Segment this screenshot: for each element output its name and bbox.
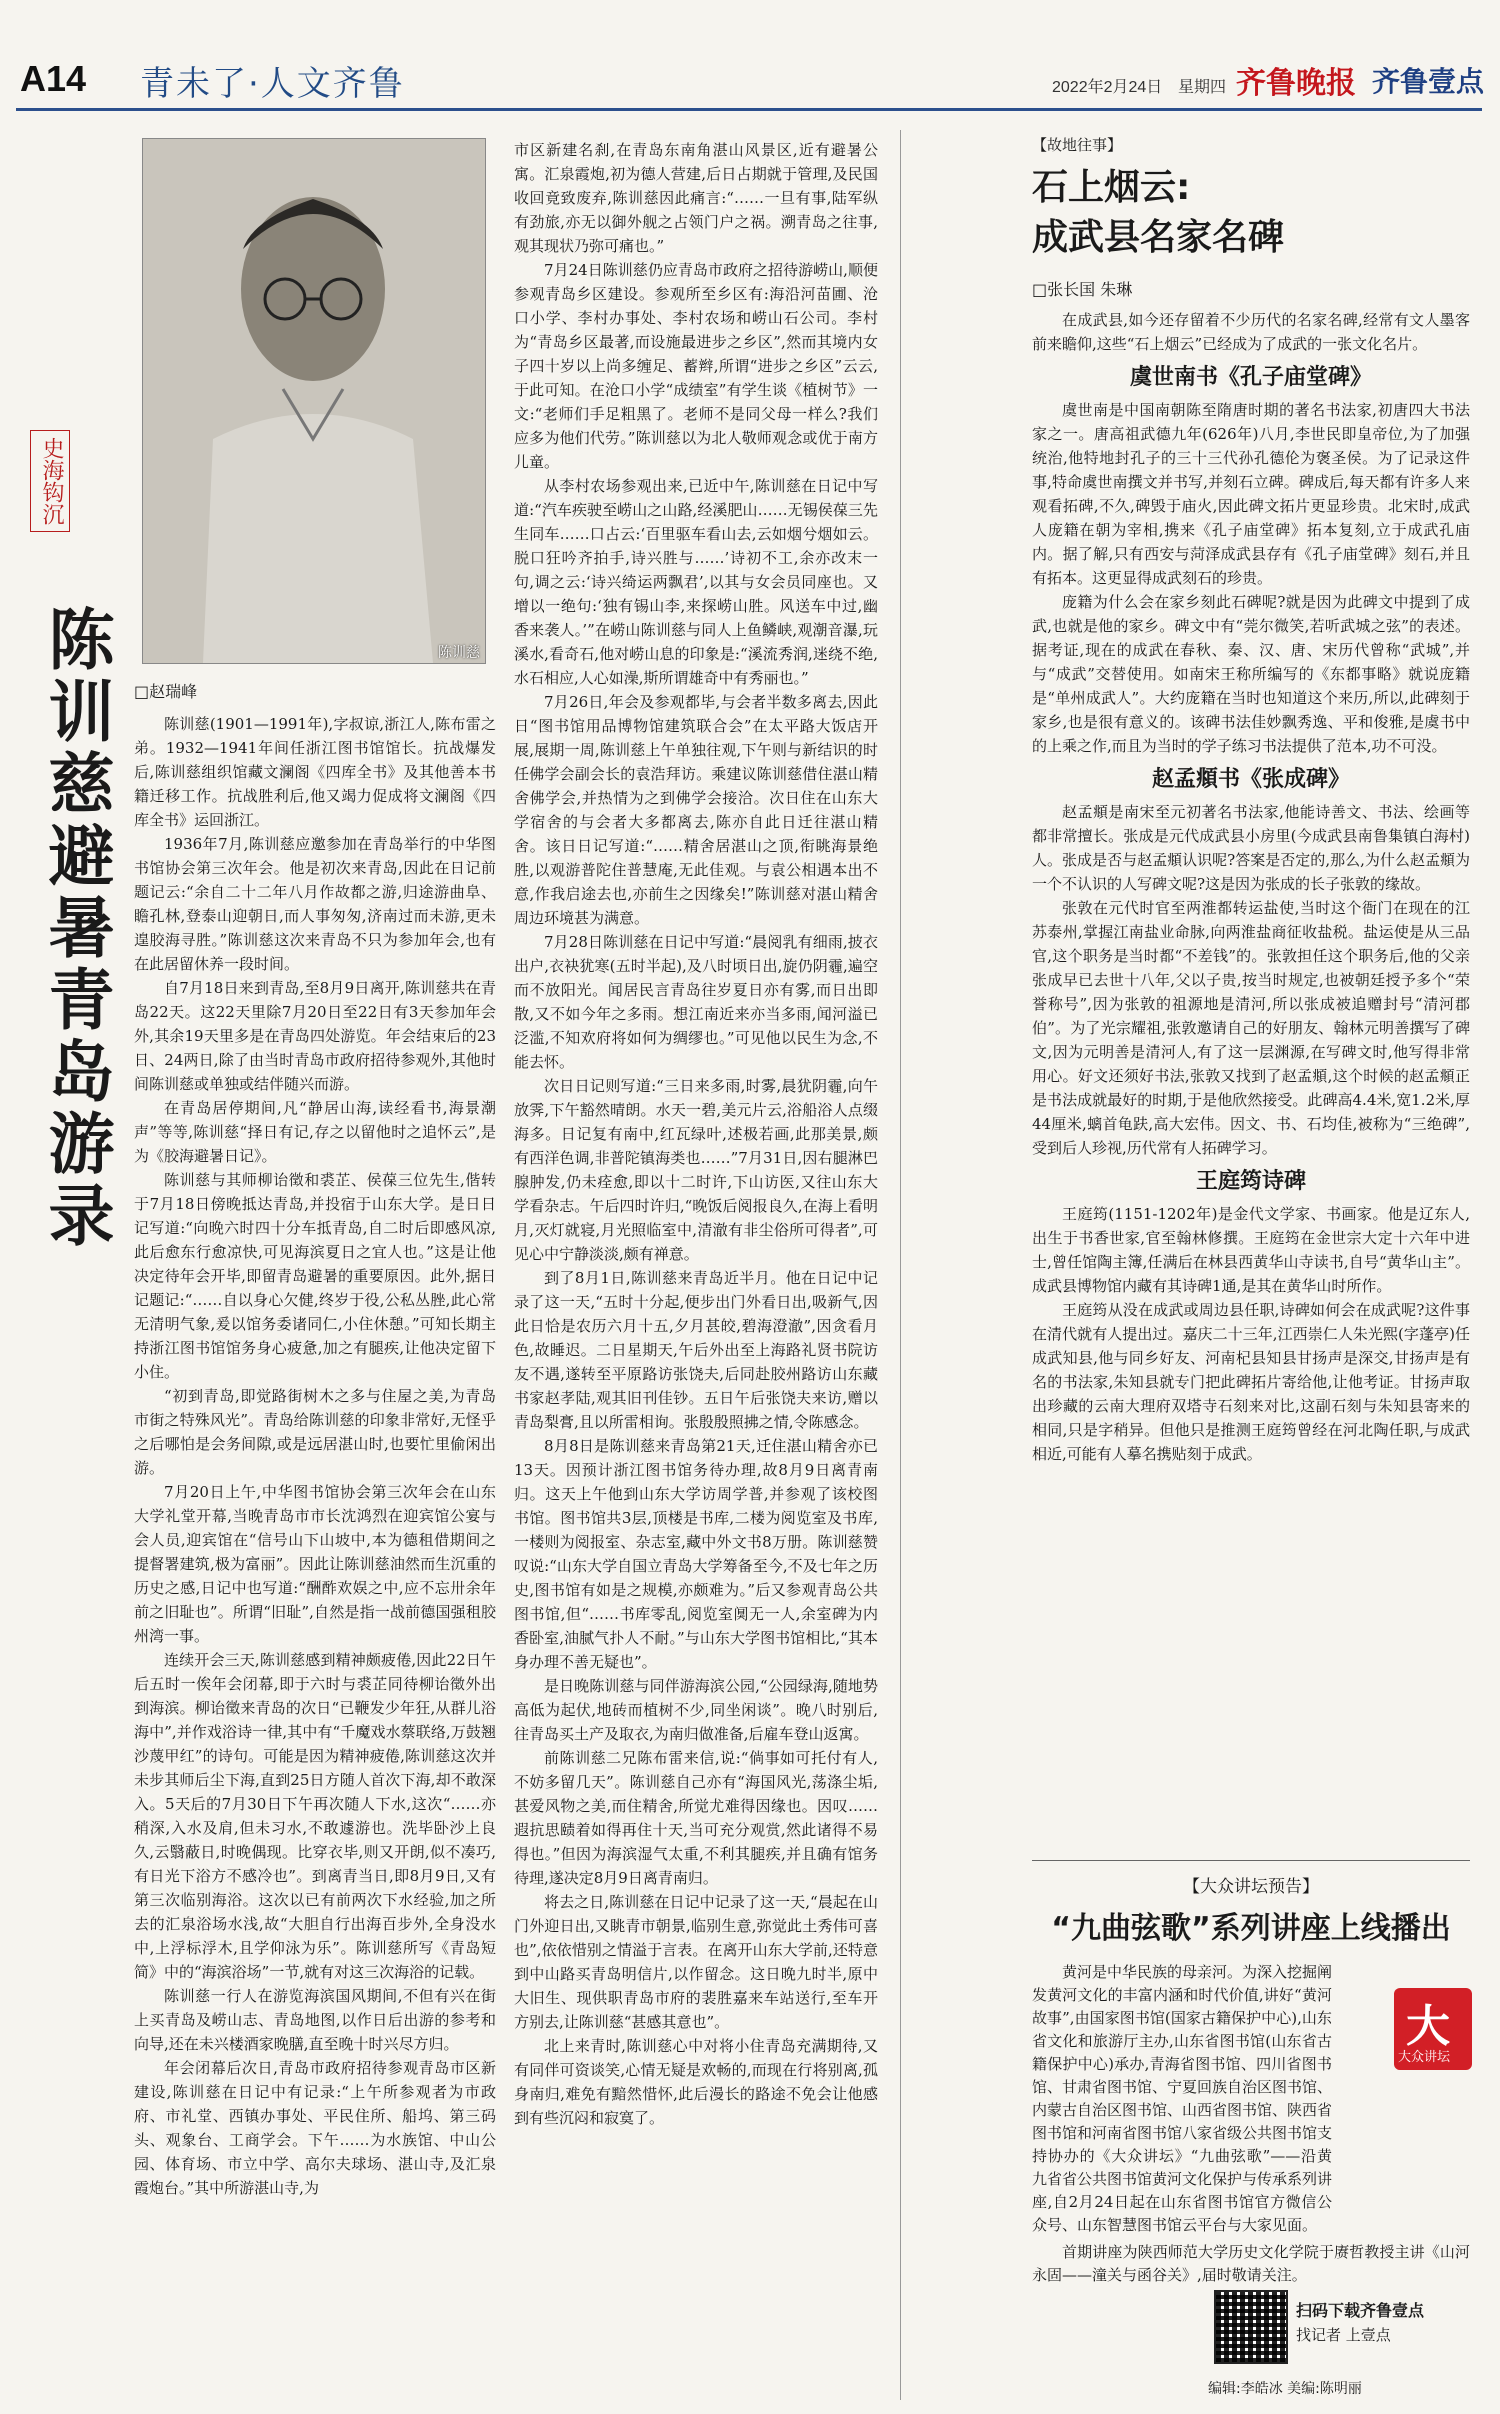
page-number: A14 <box>20 58 87 99</box>
paragraph: “初到青岛,即觉路街树木之多与住屋之美,为青岛市街之特殊风光”。青岛给陈训慈的印象非常好,无怪乎之后哪怕是会务间隙,或是远居湛山时,也要忙里偷闲出游。 <box>134 1387 496 1477</box>
article-2-body <box>1032 308 1470 1466</box>
article-byline: □赵瑞峰 <box>134 682 198 701</box>
paragraph: 陈训慈一行人在游览海滨国风期间,不但有兴在街上买青岛及崂山志、青岛地图,以作日后出游的参考和向导,还在未兴楼酒家晚膳,直至晚十时兴尽方归。 <box>134 1987 496 2053</box>
paragraph: 首期讲座为陕西师范大学历史文化学院于赓哲教授主讲《山河永固——潼关与函谷关》,届时敬请关注。 <box>1032 2243 1470 2284</box>
paragraph: 连续开会三天,陈训慈感到精神颇疲倦,因此22日午后五时一俟年会闭幕,即于六时与裘芷同待柳诒徵外出到海滨。柳诒徵来青岛的次日“已鞭发少年狂,从群儿浴海中”,并作戏浴诗一律,其中有“千魔戏水蔡联络,万鼓翘沙蔑甲红”的诗句。可能是因为精神疲倦,陈训慈这次并未步其师后尘下海,直到25日方随人首次下海,却不敢深入。5天后的7月30日下午再次随人下水,这次“……亦稍深,入水及肩,但未习水,不敢遽游也。洗毕卧沙上良久,云翳蔽日,时晚偶现。比穿衣毕,则又开朗,似不凑巧,有日光下浴方不感冷也”。到离青当日,即8月9日,又有第三次临别海浴。这次以已有前两次下水经验,加之所去的汇泉浴场水浅,故“大胆自行出海百步外,全身没水中,上浮标浮木,且学仰泳为乐”。陈训慈所写《青岛短简》中的“海滨浴场”一节,就有对这三次海浴的记载。 <box>134 1651 496 1981</box>
paragraph: 8月8日是陈训慈来青岛第21天,迁住湛山精舍亦已13天。因预计浙江图书馆务待办理,故8月9日离青南归。这天上午他到山东大学访周学普,并参观了该校图书馆。图书馆共3层,顶楼是书库,二楼为阅览室及书库,一楼则为阅报室、杂志室,藏中外文书8万册。陈训慈赞叹说:“山东大学自国立青岛大学筹备至今,不及七年之历史,图书馆有如是之规模,亦颇难为。”后又参观青岛公共图书馆,但“……书库零乱,阅览室阒无一人,余室碑为内香卧室,油腻气扑人不耐。”与山东大学图书馆相比,“其本身办理不善无疑也”。 <box>514 1437 878 1671</box>
column-divider <box>900 130 901 2400</box>
paragraph: 7月20日上午,中华图书馆协会第三次年会在山东大学礼堂开幕,当晚青岛市市长沈鸿烈在迎宾馆公宴与会人员,迎宾馆在“信号山下山坡中,本为德租借期间之提督署建筑,极为富丽”。因此让陈训慈油然而生沉重的历史之感,日记中也写道:“酬酢欢娱之中,应不忘卅余年前之旧耻也”。所谓“旧耻”,自然是指一战前德国强租胶州湾一事。 <box>134 1483 496 1645</box>
paragraph: 次日日记则写道:“三日来多雨,时雾,晨犹阴霾,向午放霁,下午豁然晴朗。水天一碧,美元片云,浴船浴人点缀海多。日记复有南中,红瓦绿叶,述极若画,此那美景,颇有西洋色调,非普陀镇海类也……”7月31日,因右腿淋巴腺肿发,仍未痊愈,即以十二时许,下山访医,又往山东大学看杂志。午后四时许归,“晚饭后阅报良久,在海上看明月,灭灯就寝,月光照临室中,清澈有非尘俗所可得者”,可见心中宁静淡淡,颇有禅意。 <box>514 1077 878 1263</box>
page-header <box>0 0 1500 112</box>
section-title: 青未了·人文齐鲁 <box>140 64 405 104</box>
newspaper-logo: 齐鲁晚报 <box>1236 66 1356 101</box>
paragraph: 北上来青时,陈训慈心中对将小住青岛充满期待,又有同伴可资谈笑,心情无疑是欢畅的,而现在行将别离,孤身南归,难免有黯然惜怀,此后漫长的路途不免会让他感到有些沉闷和寂寞了。 <box>514 2037 878 2127</box>
header-rule <box>16 108 1482 111</box>
portrait-illustration <box>143 139 485 663</box>
paragraph: 陈训慈(1901—1991年),字叔谅,浙江人,陈布雷之弟。1932—1941年间任浙江图书馆馆长。抗战爆发后,陈训慈组织馆藏文澜阁《四库全书》及其他善本书籍迁移工作。抗战胜利后,他又竭力促成将文澜阁《四库全书》运回浙江。 <box>134 715 496 829</box>
editor-credits: 编辑:李皓冰 美编:陈明丽 <box>1208 2381 1362 2397</box>
article-2 <box>1032 130 1470 1466</box>
paragraph: 自7月18日来到青岛,至8月9日离开,陈训慈共在青岛22天。这22天里除7月20日至22日有3天参加年会外,其余19天里多是在青岛四处游览。年会结束后的23日、24两日,除了由当时青岛市政府招待参观外,其他时间陈训慈或单独或结伴随兴而游。 <box>134 979 496 1093</box>
article-title: 陈训慈避暑青岛游录 <box>37 605 114 1253</box>
paragraph: 前陈训慈二兄陈布雷来信,说:“倘事如可托付有人,不妨多留几天”。陈训慈自己亦有“海国风光,荡涤尘垢,甚爱风物之美,而住精舍,所觉尤难得因缘也。因叹……遐抗思赜着如得再住十天,当可充分观赏,然此诸得不易得也。”但因为海滨湿气太重,不利其腿疾,并且确有馆务待理,遂决定8月9日离青南归。 <box>514 1749 878 1887</box>
lecture-body <box>1032 1961 1332 2237</box>
lecture-tag: 【大众讲坛预告】 <box>1183 1877 1319 1897</box>
app-logo: 齐鲁壹点 <box>1372 65 1485 98</box>
article-2-intro: 在成武县,如今还存留着不少历代的名家名碑,经常有文人墨客前来瞻仰,这些“石上烟云”已经成为了成武的一张文化名片。 <box>1032 311 1470 353</box>
lecture-title: “九曲弦歌”系列讲座上线播出 <box>1051 1911 1451 1946</box>
portrait-photo <box>142 138 486 664</box>
article-2-byline: □张长国 朱琳 <box>1032 280 1133 299</box>
paragraph: 王庭筠从没在成武或周边县任职,诗碑如何会在成武呢?这件事在清代就有人提出过。嘉庆二十三年,江西崇仁人朱光熙(字蓬亭)任成武知县,他与同乡好友、河南杞县知县甘扬声是深交,甘扬声是有名的书法家,朱知县就专门把此碑拓片寄给他,让他考证。甘扬声取出珍藏的云南大理府双塔寺石刻来对比,这副石刻与朱知县寄来的相同,只是字稍异。但他只是推测王庭筠曾经在河北陶任职,与成武相近,可能有人摹名携贴刻于成武。 <box>1032 1301 1470 1463</box>
paragraph: 到了8月1日,陈训慈来青岛近半月。他在日记中记录了这一天,“五时十分起,便步出门外看日出,吸新气,因此日恰是农历六月十五,夕月甚皎,碧海澄澈”,因贪看月色,故睡迟。二日星期天,午后外出至上海路礼贤书院访友不遇,遂转至平原路访张饶夫,后同赴胶州路访山东藏书家赵孝陆,观其旧刊佳钞。五日午后张饶夫来访,赠以青岛梨膏,且以所雷相询。张殷殷照拂之情,令陈感念。 <box>514 1269 878 1431</box>
paragraph: 在青岛居停期间,凡“静居山海,读经看书,海景潮声”等等,陈训慈“择日有记,存之以留他时之追怀云”,是为《胶海避暑日记》。 <box>134 1099 496 1165</box>
qr-subcaption: 找记者 上壹点 <box>1296 2326 1391 2344</box>
column-tag: 史海钩沉 <box>30 430 70 532</box>
qr-code-icon[interactable] <box>1214 2290 1288 2364</box>
dazhong-jiangtan-logo <box>1394 1988 1472 2070</box>
paragraph: 陈训慈与其师柳诒徵和裘芷、侯葆三位先生,偕转于7月18日傍晚抵达青岛,并投宿于山东大学。是日日记写道:“向晚六时四十分车抵青岛,自二时后即感风凉,此后愈东行愈凉快,可见海滨夏日之宜人也。”这是让他决定待年会开毕,即留青岛避暑的重要原因。此外,据日记题记:“……自以身心欠健,终岁于役,公私丛脞,此心常无清明气象,爰以馆务委诸同仁,小住休憩。”可知长期主持浙江图书馆馆务身心疲惫,加之有腿疾,让他决定留下小住。 <box>134 1171 496 1381</box>
paragraph: 将去之日,陈训慈在日记中记录了这一天,“晨起在山门外迎日出,又眺青市朝景,临别生意,弥觉此土秀伟可喜也”,依依惜别之情溢于言表。在离开山东大学前,还特意到中山路买青岛明信片,以作留念。这日晚九时半,原中大旧生、现供职青岛市府的裴胜嘉来车站送行,至车开方别去,让陈训慈“甚感其意也”。 <box>514 1893 878 2031</box>
article-2-kicker: 【故地往事】 <box>1032 136 1123 154</box>
logo-text: 大众讲坛 <box>1398 2050 1451 2065</box>
paragraph: 王庭筠(1151-1202年)是金代文学家、书画家。他是辽东人,出生于书香世家,官至翰林修撰。王庭筠在金世宗大定十六年中进士,曾任馆陶主簿,任满后在林县西黄华山寺读书,自号“黄华山主”。成武县博物馆内藏有其诗碑1通,是其在黄华山时所作。 <box>1032 1205 1470 1295</box>
article-column-1 <box>134 674 496 2404</box>
paragraph: 年会闭幕后次日,青岛市政府招待参观青岛市区新建设,陈训慈在日记中有记录:“上午所参观者为市政府、市礼堂、西镇办事处、平民住所、船坞、第三码头、观象台、工商学会。下午……为水族馆、中山公园、体育场、市立中学、高尔夫球场、湛山寺,及汇泉霞炮台。”其中所游湛山寺,为 <box>134 2059 496 2197</box>
article-2-title <box>1032 163 1470 263</box>
lecture-notice <box>1032 1868 1470 2287</box>
paragraph: 赵孟頫是南宋至元初著名书法家,他能诗善文、书法、绘画等都非常擅长。张成是元代成武县小房里(今成武县南鲁集镇白海村)人。张成是否与赵孟頫认识呢?答案是否定的,那么,为什么赵孟頫为一个不认识的人写碑文呢?这是因为张成的长子张敦的缘故。 <box>1032 803 1470 893</box>
paragraph: 7月26日,年会及参观都毕,与会者半数多离去,因此日“图书馆用品博物馆建筑联合会”在太平路大饭店开展,展期一周,陈训慈上午单独往观,下午则与新结识的时任佛学会副会长的袁浩拜访。乘建议陈训慈借住湛山精舍佛学会,并热情为之到佛学会接洽。次日住在山东大学宿舍的与会者大多都离去,陈亦自此日迁往湛山精舍。该日日记写道:“……精舍居湛山之顶,衔眺海景绝胜,以观游普陀住普慧庵,无此佳观。与袁公相遇本出不意,作我启途去也,亦前生之因缘矣!”陈训慈对湛山精舍周边环境甚为满意。 <box>514 693 878 927</box>
subheading: 虞世南书《孔子庙堂碑》 <box>1129 365 1372 390</box>
paragraph: 黄河是中华民族的母亲河。为深入挖掘阐发黄河文化的丰富内涵和时代价值,讲好“黄河故事”,由国家图书馆(国家古籍保护中心),山东省文化和旅游厅主办,山东省图书馆(山东省古籍保护中心)承办,青海省图书馆、四川省图书馆、甘肃省图书馆、宁夏回族自治区图书馆、内蒙古自治区图书馆、山西省图书馆、陕西省图书馆和河南省图书馆八家省级公共图书馆支持协办的《大众讲坛》“九曲弦歌”——沿黄九省省公共图书馆黄河文化保护与传承系列讲座,自2月24日起在山东省图书馆官方微信公众号、山东智慧图书馆云平台与大家见面。 <box>1032 1963 1333 2234</box>
paragraph: 庞籍为什么会在家乡刻此石碑呢?就是因为此碑文中提到了成武,也就是他的家乡。碑文中有“莞尔微笑,若听武城之弦”的表述。据考证,现在的成武在春秋、秦、汉、唐、宋历代曾称“武城”,并与“成武”交替使用。如南宋王称所编写的《东都事略》就说庞籍是“单州成武人”。大约庞籍在当时也知道这个来历,所以,此碑刻于家乡,也是很有意义的。该碑书法佳妙飘秀逸、平和俊雅,是虞书中的上乘之作,而且为当时的学子练习书法提供了范本,功不可没。 <box>1032 593 1470 755</box>
paragraph: 7月24日陈训慈仍应青岛市政府之招待游崂山,顺便参观青岛乡区建设。参观所至乡区有:海沿河苗圃、沧口小学、李村办事处、李村农场和崂山石公司。李村为“青岛乡区最著,而设施最进步之乡区”,然而其境内女子四十岁以上尚多缠足、蓄辫,所谓“进步之乡区”云云,于此可知。在沧口小学“成绩室”有学生谈《植树节》一文:“老师们手足粗黑了。老师不是同父母一样么?我们应多为他们代劳。”陈训慈以为北人敬师观念或优于南方儿童。 <box>514 261 878 471</box>
section-divider <box>1032 1860 1470 1861</box>
lecture-body-2 <box>1032 2241 1470 2287</box>
paragraph: 市区新建名刹,在青岛东南角湛山风景区,近有避暑公寓。汇泉霞炮,初为德人营建,后日占期就于管理,及民国收回竟致废弃,陈训慈因此痛言:“……一旦有事,陆军纵有劲旅,亦无以御外舰之占领门户之祸。溯青岛之往事,观其现状乃弥可痛也。” <box>514 141 878 255</box>
paragraph: 1936年7月,陈训慈应邀参加在青岛举行的中华图书馆协会第三次年会。他是初次来青岛,因此在日记前题记云:“余自二十二年八月作故都之游,归途游曲阜、瞻孔林,登泰山迎朝日,而人事匆匆,济南过而未游,更未遑胶海寻胜。”陈训慈这次来青岛不只为参加年会,也有在此居留休养一段时间。 <box>134 835 496 973</box>
paragraph: 从李村农场参观出来,已近中午,陈训慈在日记中写道:“汽车疾驶至崂山之山路,经溪肥山……无锡侯葆三先生同车……口占云:‘百里驱车看山去,云如烟兮烟如云。脱口狂吟齐拍手,诗兴胜与……’诗初不工,余亦改末一句,调之云:‘诗兴绮运两飘君’,以其与女会员同座也。又增以一绝句:‘独有锡山李,来探崂山胜。风送车中过,幽香来袭人。’”在崂山陈训慈与同人上鱼鳞峡,观潮音瀑,玩溪水,看奇石,他对崂山息的印象是:“溪流秀润,迷绕不绝,水石相应,人心如澡,斯所谓雄奇中有秀丽也。” <box>514 477 878 687</box>
issue-weekday: 星期四 <box>1178 77 1227 96</box>
logo-glyph: 大 <box>1406 2001 1450 2052</box>
article-2-title-line2: 成武县名家名碑 <box>1032 217 1285 258</box>
paragraph: 张敦在元代时官至两淮都转运盐使,当时这个衙门在现在的江苏泰州,掌握江南盐业命脉,向两淮盐商征收盐税。盐运使是从三品官,这个职务是当时都“不差钱”的。张敦担任这个职务后,他的父亲张成早已去世十八年,父以子贵,按当时规定,也被朝廷授予多个“荣誉称号”,因为张敦的祖源地是清河,所以张成被追赠封号“清河郡伯”。为了光宗耀祖,张敦邀请自己的好朋友、翰林元明善撰写了碑文,因为元明善是清河人,有了这一层渊源,在写碑文时,他写得非常用心。好文还须好书法,张敦又找到了赵孟頫,这个时候的赵孟頫正是书法成就最好的时期,于是他欣然接受。此碑高4.4米,宽1.2米,厚44厘米,螭首龟趺,高大宏伟。因文、书、石均佳,被称为“三绝碑”,受到后人珍视,历代常有人拓碑学习。 <box>1032 899 1470 1157</box>
paragraph: 7月28日陈训慈在日记中写道:“晨阅乳有细雨,披衣出户,衣袂犹寒(五时半起),及八时顷日出,旋仍阴霾,遍空而不放阳光。闻居民言青岛往岁夏日亦有雾,而日出即散,又不如今年之多雨。想江南近来亦当多雨,闻河溢已泛滥,不知欢府将如何为绸缪也。”可见他以民生为念,不能去怀。 <box>514 933 878 1071</box>
article-2-title-line1: 石上烟云: <box>1032 167 1191 208</box>
subheading: 王庭筠诗碑 <box>1195 1169 1306 1194</box>
paragraph: 是日晚陈训慈与同伴游海滨公园,“公园绿海,随地势高低为起伏,地砖而植树不少,同坐闲谈”。晚八时别后,往青岛买土产及取衣,为南归做准备,后雇车登山返寓。 <box>514 1677 878 1743</box>
issue-date: 2022年2月24日 <box>1052 79 1163 96</box>
qr-caption: 扫码下载齐鲁壹点 <box>1296 2301 1425 2320</box>
article-column-2 <box>514 138 878 2404</box>
photo-caption: 陈训慈 <box>438 645 480 661</box>
subheading: 赵孟頫书《张成碑》 <box>1151 767 1350 792</box>
paragraph: 虞世南是中国南朝陈至隋唐时期的著名书法家,初唐四大书法家之一。唐高祖武德九年(626年)八月,李世民即皇帝位,为了加强统治,他特地封孔子的三十三代孙孔德伦为褒圣侯。为了记录这件事,特命虞世南撰文并书写,并刻石立碑。碑成后,每天都有许多人来观看拓碑,不久,碑毁于庙火,因此碑文拓片更显珍贵。北宋时,成武人庞籍在朝为宰相,携来《孔子庙堂碑》拓本复刻,立于成武孔庙内。据了解,只有西安与菏泽成武县存有《孔子庙堂碑》刻石,并且有拓本。这更显得成武刻石的珍贵。 <box>1032 401 1470 587</box>
